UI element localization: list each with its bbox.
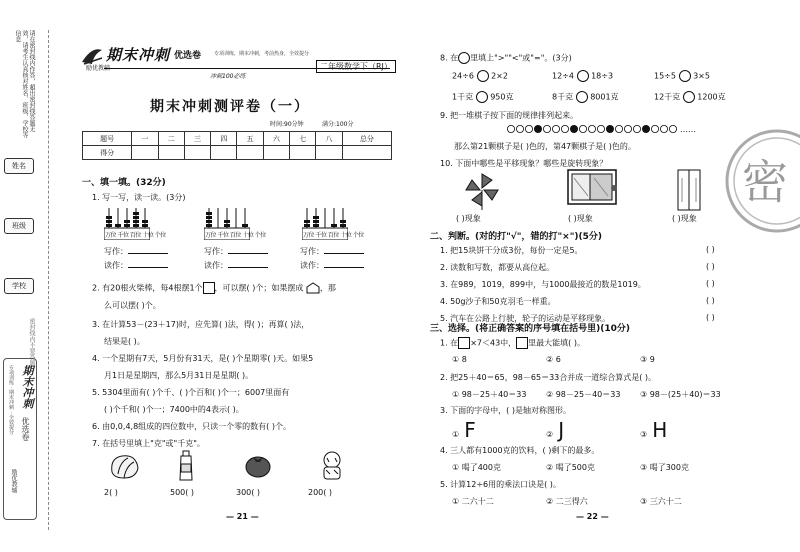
choice-3-opt-a[interactable]: ① F xyxy=(452,418,476,442)
q7-item-2[interactable]: 500( ) xyxy=(170,488,195,497)
score-table xyxy=(82,131,392,160)
q8-row-2-b: 8千克 8001克 xyxy=(552,92,619,102)
margin-publisher: 励优教辅 xyxy=(10,469,17,493)
score-cell: 一 xyxy=(132,132,158,146)
sliding-window-icon xyxy=(566,168,618,210)
abacus-3-labels: 万位 千位 百位 十位 个位 xyxy=(303,232,364,239)
margin-brand-box xyxy=(3,358,37,520)
q8-row-1-c: 15÷5 3×5 xyxy=(654,71,710,81)
score-input-cell[interactable] xyxy=(342,146,391,160)
header-brand-sub: 优选卷 xyxy=(174,51,202,61)
grade-label: 二年级数学下（RJ） xyxy=(316,60,396,73)
compare-circle[interactable] xyxy=(683,91,695,103)
svg-text:……: …… xyxy=(680,125,696,134)
score-input-cell[interactable] xyxy=(211,146,237,160)
choice-5-opt-b[interactable]: ② 二三得六 xyxy=(546,497,588,506)
choice-3-opt-c[interactable]: ③ H xyxy=(640,418,668,442)
margin-brand-title: 期末冲刺 xyxy=(21,365,34,409)
choice-4-opt-c[interactable]: ③ 喝了300克 xyxy=(640,463,689,472)
seal-line-text: 密封线内不要答题 xyxy=(28,318,35,366)
margin-slogan: 专项训练 · 期末冲刺 · 全效提分 xyxy=(8,365,14,435)
score-input-cell[interactable] xyxy=(263,146,289,160)
confidential-seal-stamp xyxy=(722,126,800,236)
header-brand-title: 期末冲刺 xyxy=(106,46,171,64)
question-3: 3. 在计算53－(23＋17)时，应先算( )法，得( )；再算( )法， xyxy=(92,320,310,329)
score-cell: 二 xyxy=(158,132,184,146)
binding-margin xyxy=(0,18,38,528)
question-1: 1. 写一写，读一读。(3分) xyxy=(92,193,186,202)
page-number-right: — 22 — xyxy=(576,512,609,521)
seal-dashed-line xyxy=(48,30,49,530)
judge-answer-5[interactable]: ( ) xyxy=(706,313,715,322)
compare-circle[interactable] xyxy=(477,70,489,82)
choice-2: 2. 把25＋40＝65，98－65＝33合并成一道综合算式是( )。 xyxy=(440,373,657,382)
q8-row-1-a: 24÷6 2×2 xyxy=(452,71,508,81)
q8-row-2-a: 1千克 950克 xyxy=(452,92,514,102)
abacus-2-labels: 万位 千位 百位 十位 个位 xyxy=(205,232,266,239)
judge-5: 5. 汽车在公路上行驶，轮子的运动是平移现象。 xyxy=(440,314,611,323)
score-input-cell[interactable] xyxy=(316,146,342,160)
score-table-score-row xyxy=(83,146,392,160)
header-rule xyxy=(104,68,390,69)
score-cell: 得分 xyxy=(83,146,132,160)
judge-answer-1[interactable]: ( ) xyxy=(706,245,715,254)
choice-4-opt-a[interactable]: ① 喝了400克 xyxy=(452,463,501,472)
question-2-cont: 么可以摆( )个。 xyxy=(104,301,161,310)
choice-2-opt-a[interactable]: ① 98－25＋40＝33 xyxy=(452,390,527,399)
question-10: 10. 下面中哪些是平移现象？哪些是旋转现象？ xyxy=(440,159,608,168)
choice-2-opt-b[interactable]: ② 98－25－40＝33 xyxy=(546,390,621,399)
judge-3: 3. 在989，1019，899中，与1000最接近的数是1019。 xyxy=(440,280,646,289)
blank-square-icon xyxy=(516,337,528,349)
blank-square-icon xyxy=(458,337,470,349)
judge-2: 2. 读数和写数，都要从高位起。 xyxy=(440,263,555,272)
square-shape-icon xyxy=(203,282,215,294)
q9-answer: 那么第21颗棋子是( )色的，第47颗棋子是( )色的。 xyxy=(454,142,636,151)
question-7: 7. 在括号里填上"克"或"千克"。 xyxy=(92,439,205,448)
score-cell: 题号 xyxy=(83,132,132,146)
margin-brand-sub: 优选卷 xyxy=(21,417,30,441)
answer-line[interactable] xyxy=(128,253,168,254)
letter-H: H xyxy=(652,418,668,442)
score-input-cell[interactable] xyxy=(158,146,184,160)
elevator-door-icon xyxy=(676,168,702,212)
header-slogan: 专项训练，期末冲刺，考前热身，全效提分 xyxy=(214,51,310,57)
pinwheel-icon xyxy=(462,170,502,210)
choice-4: 4. 三人都有1000克的饮料，( )剩下的最多。 xyxy=(440,446,600,455)
compare-circle[interactable] xyxy=(476,91,488,103)
cabbage-icon xyxy=(108,452,142,480)
field-class-box[interactable]: 班级 xyxy=(4,218,34,234)
choice-1-opt-b[interactable]: ② 6 xyxy=(546,355,561,364)
bottle-icon xyxy=(176,450,196,482)
time-label: 时间:90分钟 xyxy=(270,121,304,128)
abacus-1-write: 写作： xyxy=(104,246,168,257)
score-input-cell[interactable] xyxy=(184,146,210,160)
field-name-box[interactable]: 姓名 xyxy=(4,158,34,174)
judge-4: 4. 50g沙子和50克羽毛一样重。 xyxy=(440,297,556,306)
question-6: 6. 由0,0,4,8组成的四位数中，只读一个零的数有( )个。 xyxy=(92,422,291,431)
seal-char: 密 xyxy=(742,155,788,209)
answer-line[interactable] xyxy=(128,267,168,268)
score-label: 满分:100分 xyxy=(322,121,354,128)
choice-5-opt-a[interactable]: ① 二六十二 xyxy=(452,497,494,506)
header-banner xyxy=(80,42,392,80)
score-cell: 总分 xyxy=(342,132,391,146)
q10-blank-3[interactable]: ( )现象 xyxy=(672,214,697,223)
question-5-cont: ( )个千和( )个一；7400中的4表示( )。 xyxy=(104,405,244,414)
choice-1-opt-c[interactable]: ③ 9 xyxy=(640,355,655,364)
pentagon-house-icon xyxy=(306,282,320,294)
header-publisher: 励优教辅 xyxy=(86,65,111,72)
score-input-cell[interactable] xyxy=(290,146,316,160)
header-subtitle: 冲刺100必练 xyxy=(210,73,246,80)
choice-3: 3. 下面的字母中，( )是轴对称图形。 xyxy=(440,406,571,415)
answer-line[interactable] xyxy=(324,253,364,254)
judge-answer-4[interactable]: ( ) xyxy=(706,296,715,305)
q8-row-1-b: 12÷4 18÷3 xyxy=(552,71,614,81)
choice-5-opt-c[interactable]: ③ 三六十二 xyxy=(640,497,682,506)
choice-5: 5. 计算12÷6用的乘法口诀是( )。 xyxy=(440,480,561,489)
score-cell: 七 xyxy=(290,132,316,146)
question-8: 8. 在 里填上">""<"或"="。(3分) xyxy=(440,53,572,63)
question-4: 4. 一个星期有7天，5月份有31天，是( )个星期零( )天。如果5 xyxy=(92,354,314,363)
abacus-2-write: 写作： xyxy=(204,246,268,257)
abacus-3-write: 写作： xyxy=(300,246,364,257)
judge-answer-2[interactable]: ( ) xyxy=(706,262,715,271)
section-3-heading: 三、选择。(将正确答案的序号填在括号里)(10分) xyxy=(430,324,630,334)
exam-title: 期末冲刺测评卷（一） xyxy=(150,99,310,115)
question-3-cont: 结果是( )。 xyxy=(104,337,145,346)
q7-item-3[interactable]: 300( ) xyxy=(236,488,261,497)
q8-row-2-c: 12千克 1200克 xyxy=(654,92,726,102)
score-cell: 三 xyxy=(184,132,210,146)
choice-2-opt-c[interactable]: ③ 98－(25＋40)＝33 xyxy=(640,390,721,399)
q10-blank-2[interactable]: ( )现象 xyxy=(568,214,593,223)
judge-answer-3[interactable]: ( ) xyxy=(706,279,715,288)
choice-1-opt-a[interactable]: ① 8 xyxy=(452,355,467,364)
page-number-left: — 21 — xyxy=(226,512,259,521)
score-input-cell[interactable] xyxy=(132,146,158,160)
field-school-box[interactable]: 学校 xyxy=(4,278,34,294)
margin-instructions: 请在密封线内作答，超出密封线答题无效，请考生认真核对姓名、班级、学校等信息 xyxy=(14,30,35,138)
score-table-header-row xyxy=(83,132,392,146)
score-cell: 五 xyxy=(237,132,263,146)
judge-1: 1. 把15块饼干分成3份，每份一定是5。 xyxy=(440,246,583,255)
letter-F: F xyxy=(464,418,476,442)
q10-blank-1[interactable]: ( )现象 xyxy=(456,214,481,223)
score-cell: 八 xyxy=(316,132,342,146)
question-2: 2. 有20根火柴棒，每4根摆1个 ，可以摆( )个；如果摆成 ，那 xyxy=(92,283,336,293)
toy-tiger-icon xyxy=(318,450,346,480)
section-2-heading: 二、判断。(对的打"√"，错的打"×")(5分) xyxy=(430,232,603,242)
compare-circle[interactable] xyxy=(679,70,691,82)
question-4-cont: 月1日是星期四，那么5月31日是星期( )。 xyxy=(104,371,254,380)
compare-circle[interactable] xyxy=(577,70,589,82)
chess-pattern-figure xyxy=(506,124,706,134)
abacus-1-read: 读作： xyxy=(104,260,168,271)
section-1-heading: 一、填一填。(32分) xyxy=(82,178,166,188)
tomato-icon xyxy=(244,452,272,478)
q7-item-1[interactable]: 2( ) xyxy=(104,488,118,497)
answer-line[interactable] xyxy=(324,267,364,268)
score-cell: 四 xyxy=(211,132,237,146)
choice-1: 1. 在 ×7＜43中， 里最大能填( )。 xyxy=(440,338,585,348)
abacus-1-labels: 万位 千位 百位 十位 个位 xyxy=(105,232,166,239)
score-cell: 六 xyxy=(263,132,289,146)
q7-item-4[interactable]: 200( ) xyxy=(308,488,333,497)
question-5: 5. 5304里面有( )个千、( )个百和( )个一；6007里面有 xyxy=(92,388,290,397)
abacus-2-read: 读作： xyxy=(204,260,268,271)
answer-line[interactable] xyxy=(228,267,268,268)
abacus-3-read: 读作： xyxy=(300,260,364,271)
answer-line[interactable] xyxy=(228,253,268,254)
score-input-cell[interactable] xyxy=(237,146,263,160)
question-9: 9. 把一堆棋子按下面的规律排列起来。 xyxy=(440,111,579,120)
compare-circle[interactable] xyxy=(576,91,588,103)
letter-J: J xyxy=(558,418,565,442)
choice-4-opt-b[interactable]: ② 喝了500克 xyxy=(546,463,595,472)
compare-circle-icon xyxy=(458,52,470,64)
choice-3-opt-b[interactable]: ② J xyxy=(546,418,565,442)
